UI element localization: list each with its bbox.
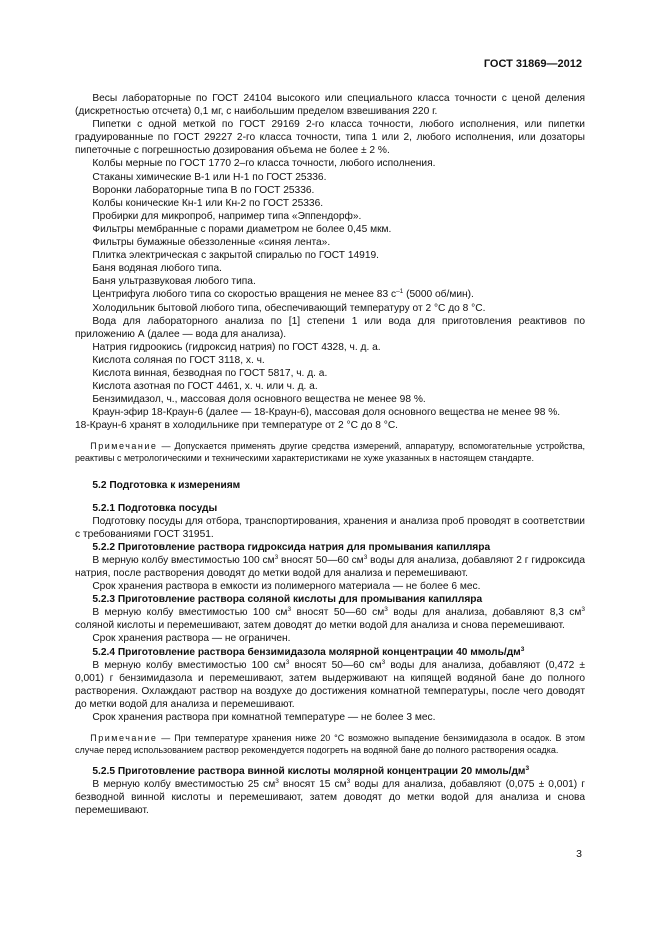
note-text: — Допускается применять другие средства измерений, аппаратуру, вспомогательные устройства, реактивы с метрологическими и техническими характеристиками не хуже указанных в настоящем стандарте.	[75, 441, 585, 464]
superscript: 3	[581, 606, 585, 614]
section-5-2-4-title	[75, 646, 585, 659]
document-header: ГОСТ 31869—2012	[483, 58, 582, 70]
paragraph-centrifuge	[75, 288, 585, 301]
paragraph-beakers: Стаканы химические В-1 или Н-1 по ГОСТ 25336.	[92, 171, 327, 183]
paragraph-fridge: Холодильник бытовой любого типа, обеспечивающий температуру от 2 °С до 8 °С.	[92, 302, 486, 314]
title-text: 5.2.5 Приготовление раствора винной кислоты молярной концентрации 20 ммоль/дм	[92, 766, 526, 778]
paragraph-paper-filters: Фильтры бумажные обеззоленные «синяя лента».	[92, 237, 331, 249]
paragraph-naoh: Натрия гидроокись (гидроксид натрия) по ГОСТ 4328, ч. д. а.	[92, 341, 381, 353]
text-part: В мерную колбу вместимостью 100 см	[92, 554, 275, 566]
section-5-2-5-title	[75, 765, 585, 778]
section-5-2-title: 5.2 Подготовка к измерениям	[92, 480, 241, 492]
section-5-2-1-text: Подготовку посуды для отбора, транспортирования, хранения и анализа проб проводят в соответствии с требованиями ГОСТ 31951.	[75, 515, 585, 540]
centrifuge-exponent: –1	[396, 288, 404, 296]
superscript: 3	[346, 778, 351, 786]
paragraph-water: Вода для лабораторного анализа по [1] степени 1 или вода для приготовления реактивов по приложению А (далее — вода для анализа).	[75, 315, 585, 340]
title-text: 5.2.4 Приготовление раствора бензимидазола молярной концентрации 40 ммоль/дм	[92, 646, 521, 658]
superscript: 3	[285, 658, 290, 666]
text-part: воды для анализа, добавляют (0,472 ± 0,001) г бензимидазола и перемешивают, затем выдерживают на кипящей водяной бане до полного растворения. Охлаждают раствор на воздухе до достижения комнатной температуры, после чего доводят до метки водой для анализа и перемешивают.	[75, 659, 585, 710]
section-5-2-1-title: 5.2.1 Подготовка посуды	[92, 502, 218, 514]
paragraph-crown-storage: 18-Краун-6 хранят в холодильнике при температуре от 2 °С до 8 °С.	[75, 420, 399, 432]
text-part: вносят 50—60 см	[278, 554, 364, 566]
document-body	[75, 92, 585, 818]
superscript: 3	[384, 606, 388, 614]
note-equipment	[75, 440, 585, 464]
section-5-2-2-storage: Срок хранения раствора в емкости из полимерного материала — не более 6 мес.	[92, 581, 481, 593]
centrifuge-speed: (5000 об/мин).	[403, 289, 474, 301]
paragraph-scales: Весы лабораторные по ГОСТ 24104 высокого или специального класса точности с ценой деления (дискретностью отсчета) 0,1 мг, с наибольшим пределом взвешивания 220 г.	[75, 93, 585, 118]
superscript: 3	[520, 645, 525, 653]
superscript: 3	[363, 553, 368, 561]
text-part: вносят 50—60 см	[289, 659, 382, 671]
paragraph-water-bath: Баня водяная любого типа.	[92, 263, 222, 275]
paragraph-benzimidazole: Бензимидазол, ч., массовая доля основного вещества не менее 98 %.	[92, 394, 426, 406]
text-part: В мерную колбу вместимостью 100 см	[92, 607, 288, 619]
note-label: Примечание	[90, 441, 158, 452]
text-part: соляной кислоты и перемешивают, затем доводят до метки водой для анализа и снова перемешивают.	[75, 620, 565, 632]
section-5-2-3-title: 5.2.3 Приготовление раствора соляной кислоты для промывания капилляра	[92, 594, 483, 606]
paragraph-hcl: Кислота соляная по ГОСТ 3118, х. ч.	[92, 354, 265, 366]
note-label: Примечание	[90, 733, 158, 744]
section-5-2-2-title: 5.2.2 Приготовление раствора гидроксида натрия для промывания капилляра	[92, 541, 491, 553]
superscript: 3	[274, 553, 279, 561]
text-part: В мерную колбу вместимостью 25 см	[92, 779, 276, 791]
paragraph-funnels: Воронки лабораторные типа В по ГОСТ 25336.	[92, 184, 315, 196]
text-part: вносят 15 см	[278, 779, 347, 791]
page-number: 3	[576, 848, 582, 860]
section-5-2-2-text	[75, 554, 585, 580]
paragraph-flasks: Колбы мерные по ГОСТ 1770 2–го класса точности, любого исполнения.	[92, 158, 436, 170]
superscript: 3	[275, 778, 279, 786]
paragraph-hotplate: Плитка электрическая с закрытой спиралью по ГОСТ 14919.	[92, 250, 379, 262]
paragraph-membrane-filters: Фильтры мембранные с порами диаметром не более 0,45 мкм.	[92, 223, 392, 235]
paragraph-conical-flasks: Колбы конические Кн-1 или Кн-2 по ГОСТ 25336.	[92, 197, 324, 209]
text-part: воды для анализа, добавляют 8,3 см	[387, 607, 582, 619]
note-text: — При температуре хранения ниже 20 °С возможно выпадение бензимидазола в осадок. В этом случае перед использованием раствор рекомендуется подогреть на водяной бане до полного растворения осадка.	[75, 733, 585, 756]
text-part: воды для анализа, добавляют (0,075 ± 0,001) г безводной винной кислоты и перемешивают, затем доводят до метки водой для анализа и снова перемешивают.	[75, 779, 585, 817]
paragraph-tartaric-acid: Кислота винная, безводная по ГОСТ 5817, ч. д. а.	[92, 367, 328, 379]
superscript: 3	[287, 606, 292, 614]
text-part: воды для анализа, добавляют 2 г гидроксида натрия, после растворения доводят до метки водой для анализа и перемешивают.	[75, 554, 586, 579]
centrifuge-text: Центрифуга любого типа со скоростью вращения не менее 83 с	[92, 289, 397, 301]
section-5-2-4-text	[75, 659, 585, 711]
text-part: вносят 50—60 см	[291, 607, 385, 619]
paragraph-tubes: Пробирки для микропроб, например типа «Эппендорф».	[92, 210, 362, 222]
paragraph-ultrasonic-bath: Баня ультразвуковая любого типа.	[92, 276, 256, 288]
superscript: 3	[381, 658, 386, 666]
section-5-2-4-storage: Срок хранения раствора при комнатной температуре — не более 3 мес.	[92, 712, 436, 724]
section-5-2-5-text	[75, 778, 585, 817]
note-storage	[75, 732, 585, 756]
superscript: 3	[525, 765, 530, 773]
section-5-2-3-text	[75, 606, 585, 632]
section-5-2-3-storage: Срок хранения раствора — не ограничен.	[92, 633, 291, 645]
paragraph-crown-ether: Краун-эфир 18-Краун-6 (далее — 18-Краун-6), массовая доля основного вещества не менее 98 %.	[92, 407, 561, 419]
text-part: В мерную колбу вместимостью 100 см	[92, 659, 286, 671]
paragraph-nitric-acid: Кислота азотная по ГОСТ 4461, х. ч. или ч. д. а.	[92, 381, 318, 393]
paragraph-pipettes: Пипетки с одной меткой по ГОСТ 29169 2-го класса точности, любого исполнения, или пипетки градуированные по ГОСТ 29227 2-го класса точности, типа 1 или 2, любого исполнения, или дозаторы пипеточные с погрешностью дозирования объема не более ± 2 %.	[75, 119, 585, 157]
